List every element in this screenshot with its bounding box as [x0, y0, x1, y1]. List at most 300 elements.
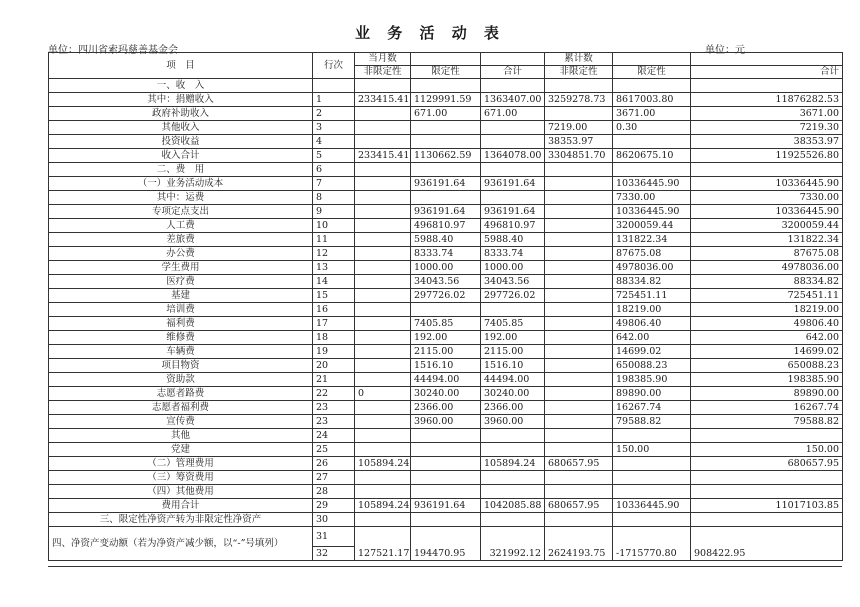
row-value-cell: 3304851.70	[545, 149, 613, 163]
row-item-label: 志愿者福利费	[49, 401, 313, 415]
row-value-cell	[355, 275, 411, 289]
table-row	[49, 205, 843, 219]
row-number: 32	[313, 547, 355, 561]
row-value-cell	[613, 135, 691, 149]
row-value-cell: 936191.64	[481, 205, 545, 219]
row-value-cell	[355, 247, 411, 261]
row-value-cell: 18219.00	[691, 303, 843, 317]
row-value-cell: 936191.64	[481, 177, 545, 191]
row-number: 25	[313, 443, 355, 457]
row-item-label: 车辆费	[49, 345, 313, 359]
table-row	[49, 93, 843, 107]
header-current-month: 当月数	[355, 53, 411, 66]
row-value-cell	[545, 373, 613, 387]
row-value-cell	[411, 135, 481, 149]
row-value-cell: 7219.30	[691, 121, 843, 135]
row-value-cell: 192.00	[481, 331, 545, 345]
row-value-cell: 16267.74	[691, 401, 843, 415]
row-value-cell: 14699.02	[691, 345, 843, 359]
row-value-cell: 16267.74	[613, 401, 691, 415]
row-value-cell: 1364078.00	[481, 149, 545, 163]
row-value-cell	[355, 471, 411, 485]
row-value-cell: 5988.40	[411, 233, 481, 247]
row-value-cell	[411, 163, 481, 177]
row-value-cell	[691, 485, 843, 499]
row-value-cell: 38353.97	[545, 135, 613, 149]
row-value-cell: 496810.97	[411, 219, 481, 233]
row-value-cell	[355, 401, 411, 415]
row-number: 30	[313, 513, 355, 527]
row-number: 13	[313, 261, 355, 275]
row-value-cell: 936191.64	[411, 177, 481, 191]
table-row	[49, 345, 843, 359]
row-item-label: 费用合计	[49, 499, 313, 513]
row-value-cell	[355, 107, 411, 121]
currency-unit: 单位：元	[705, 45, 745, 56]
table-row	[49, 443, 843, 457]
row-value-cell	[481, 79, 545, 93]
row-value-cell: 105894.24	[481, 457, 545, 471]
row-item-label: 其他收入	[49, 121, 313, 135]
row-value-cell: 680657.95	[545, 457, 613, 471]
row-number: 23	[313, 401, 355, 415]
row-value-cell	[355, 317, 411, 331]
row-value-cell: 680657.95	[691, 457, 843, 471]
row-number: 3	[313, 121, 355, 135]
header-cum-restricted: 限定性	[613, 66, 691, 79]
table-row	[49, 191, 843, 205]
row-item-label: （一）业务活动成本	[49, 177, 313, 191]
row-number: 11	[313, 233, 355, 247]
row-number: 24	[313, 429, 355, 443]
row-value-cell: 3200059.44	[613, 219, 691, 233]
header-cum-non-restricted: 非限定性	[545, 66, 613, 79]
row-value-cell	[481, 121, 545, 135]
row-value-cell: 88334.82	[613, 275, 691, 289]
table-row	[49, 485, 843, 499]
row-number: 28	[313, 485, 355, 499]
row-value-cell	[411, 443, 481, 457]
table-row	[49, 79, 843, 93]
row-value-cell: 908422.95	[691, 527, 843, 561]
row-value-cell	[545, 513, 613, 527]
table-row	[49, 135, 843, 149]
row-value-cell	[355, 415, 411, 429]
row-value-cell	[545, 415, 613, 429]
row-number: 16	[313, 303, 355, 317]
row-value-cell	[691, 429, 843, 443]
row-value-cell	[411, 429, 481, 443]
row-number: 20	[313, 359, 355, 373]
row-value-cell	[355, 191, 411, 205]
row-value-cell: 642.00	[613, 331, 691, 345]
row-value-cell: 1363407.00	[481, 93, 545, 107]
row-value-cell	[545, 205, 613, 219]
row-number: 12	[313, 247, 355, 261]
row-value-cell	[355, 121, 411, 135]
row-value-cell: 2115.00	[481, 345, 545, 359]
report-title: 业 务 活 动 表	[355, 24, 505, 42]
row-value-cell	[481, 471, 545, 485]
row-value-cell: 198385.90	[691, 373, 843, 387]
row-value-cell	[355, 219, 411, 233]
row-value-cell	[691, 163, 843, 177]
row-value-cell	[545, 429, 613, 443]
header-row-no: 行次	[313, 53, 355, 79]
row-value-cell	[411, 457, 481, 471]
row-value-cell	[411, 513, 481, 527]
row-item-label: 学生费用	[49, 261, 313, 275]
row-value-cell: -1715770.80	[613, 527, 691, 561]
row-value-cell	[481, 191, 545, 205]
header-item: 项 目	[49, 53, 313, 79]
row-item-label: 办公费	[49, 247, 313, 261]
row-item-label: 政府补助收入	[49, 107, 313, 121]
header-cumulative: 累计数	[545, 53, 613, 66]
row-value-cell: 0.30	[613, 121, 691, 135]
table-row	[49, 499, 843, 513]
row-number	[313, 79, 355, 93]
row-value-cell	[355, 359, 411, 373]
row-item-label: 基建	[49, 289, 313, 303]
row-value-cell	[545, 359, 613, 373]
row-value-cell: 89890.00	[691, 387, 843, 401]
row-value-cell	[545, 401, 613, 415]
row-value-cell	[545, 443, 613, 457]
row-value-cell	[355, 79, 411, 93]
row-value-cell	[613, 79, 691, 93]
row-value-cell: 7219.00	[545, 121, 613, 135]
row-value-cell	[691, 471, 843, 485]
row-value-cell: 192.00	[411, 331, 481, 345]
row-item-label: 其他	[49, 429, 313, 443]
row-value-cell	[613, 513, 691, 527]
row-value-cell: 2624193.75	[545, 527, 613, 561]
row-value-cell	[545, 485, 613, 499]
row-value-cell	[481, 163, 545, 177]
row-value-cell	[411, 121, 481, 135]
row-value-cell: 650088.23	[691, 359, 843, 373]
row-value-cell	[545, 177, 613, 191]
row-value-cell	[545, 233, 613, 247]
table-row	[49, 359, 843, 373]
row-value-cell	[481, 485, 545, 499]
row-value-cell	[613, 457, 691, 471]
row-value-cell	[613, 485, 691, 499]
row-value-cell: 1000.00	[481, 261, 545, 275]
row-value-cell: 0	[355, 387, 411, 401]
row-value-cell: 10336445.90	[613, 499, 691, 513]
row-value-cell: 7330.00	[613, 191, 691, 205]
table-row-net-change-a	[49, 527, 843, 547]
row-value-cell	[613, 471, 691, 485]
table-row	[49, 429, 843, 443]
row-number: 31	[313, 527, 355, 547]
row-number: 1	[313, 93, 355, 107]
row-value-cell: 8620675.10	[613, 149, 691, 163]
row-value-cell: 11017103.85	[691, 499, 843, 513]
row-value-cell: 150.00	[613, 443, 691, 457]
header-month-non-restricted: 非限定性	[355, 66, 411, 79]
row-value-cell: 10336445.90	[691, 177, 843, 191]
row-value-cell: 131822.34	[691, 233, 843, 247]
row-value-cell: 8333.74	[481, 247, 545, 261]
table-row	[49, 513, 843, 527]
row-item-label: 党建	[49, 443, 313, 457]
row-number: 7	[313, 177, 355, 191]
row-value-cell: 671.00	[411, 107, 481, 121]
row-value-cell	[613, 429, 691, 443]
header-cum-total: 合计	[691, 66, 843, 79]
row-value-cell	[355, 289, 411, 303]
table-row	[49, 275, 843, 289]
row-value-cell	[691, 79, 843, 93]
row-item-label: 四、净资产变动额（若为净资产减少额，以“-”号填列）	[49, 527, 313, 561]
table-row	[49, 415, 843, 429]
row-value-cell	[545, 79, 613, 93]
row-value-cell: 8617003.80	[613, 93, 691, 107]
row-value-cell: 150.00	[691, 443, 843, 457]
row-value-cell: 11876282.53	[691, 93, 843, 107]
row-item-label: 一、收 入	[49, 79, 313, 93]
row-value-cell	[545, 247, 613, 261]
row-value-cell: 3960.00	[481, 415, 545, 429]
table-row	[49, 121, 843, 135]
row-value-cell: 3671.00	[691, 107, 843, 121]
row-number: 6	[313, 163, 355, 177]
row-value-cell: 1516.10	[411, 359, 481, 373]
row-value-cell	[545, 163, 613, 177]
row-value-cell	[545, 191, 613, 205]
row-value-cell: 233415.41	[355, 93, 411, 107]
row-value-cell: 4978036.00	[691, 261, 843, 275]
row-item-label: 其中：运费	[49, 191, 313, 205]
row-value-cell: 3200059.44	[691, 219, 843, 233]
row-value-cell: 88334.82	[691, 275, 843, 289]
row-item-label: （四）其他费用	[49, 485, 313, 499]
row-value-cell	[411, 485, 481, 499]
row-value-cell: 680657.95	[545, 499, 613, 513]
row-value-cell	[545, 317, 613, 331]
row-number: 23	[313, 415, 355, 429]
row-value-cell: 11925526.80	[691, 149, 843, 163]
row-value-cell: 49806.40	[691, 317, 843, 331]
row-value-cell: 131822.34	[613, 233, 691, 247]
header-blank	[691, 53, 843, 66]
row-number: 15	[313, 289, 355, 303]
row-value-cell	[355, 177, 411, 191]
row-item-label: 医疗费	[49, 275, 313, 289]
table-row	[49, 331, 843, 345]
header-blank	[481, 53, 545, 66]
row-number: 14	[313, 275, 355, 289]
row-item-label: 差旅费	[49, 233, 313, 247]
row-value-cell: 87675.08	[613, 247, 691, 261]
row-value-cell	[355, 233, 411, 247]
row-number: 17	[313, 317, 355, 331]
row-number: 2	[313, 107, 355, 121]
row-value-cell	[355, 331, 411, 345]
row-value-cell: 2366.00	[411, 401, 481, 415]
row-value-cell: 1130662.59	[411, 149, 481, 163]
header-month-restricted: 限定性	[411, 66, 481, 79]
row-number: 10	[313, 219, 355, 233]
row-value-cell: 105894.24	[355, 457, 411, 471]
row-value-cell: 2115.00	[411, 345, 481, 359]
row-value-cell: 49806.40	[613, 317, 691, 331]
row-value-cell	[691, 513, 843, 527]
table-row	[49, 247, 843, 261]
row-value-cell	[355, 513, 411, 527]
row-value-cell: 44494.00	[481, 373, 545, 387]
row-item-label: 维修费	[49, 331, 313, 345]
row-number: 8	[313, 191, 355, 205]
row-value-cell	[545, 331, 613, 345]
table-row	[49, 471, 843, 485]
row-value-cell	[355, 135, 411, 149]
row-item-label: 专项定点支出	[49, 205, 313, 219]
row-value-cell: 1516.10	[481, 359, 545, 373]
row-value-cell: 5988.40	[481, 233, 545, 247]
row-value-cell: 127521.17	[355, 527, 411, 561]
row-item-label: 收入合计	[49, 149, 313, 163]
row-value-cell	[481, 303, 545, 317]
row-value-cell	[355, 443, 411, 457]
row-value-cell: 10336445.90	[613, 177, 691, 191]
row-number: 18	[313, 331, 355, 345]
header-blank	[613, 53, 691, 66]
activity-table	[48, 52, 843, 561]
row-value-cell: 2366.00	[481, 401, 545, 415]
row-value-cell: 936191.64	[411, 499, 481, 513]
row-number: 5	[313, 149, 355, 163]
row-value-cell: 30240.00	[481, 387, 545, 401]
row-item-label: 三、限定性净资产转为非限定性净资产	[49, 513, 313, 527]
row-value-cell: 496810.97	[481, 219, 545, 233]
row-value-cell	[545, 289, 613, 303]
row-value-cell	[411, 79, 481, 93]
header-row-1	[49, 53, 843, 66]
table-row	[49, 387, 843, 401]
row-value-cell	[411, 191, 481, 205]
row-item-label: （三）筹资费用	[49, 471, 313, 485]
row-value-cell	[411, 303, 481, 317]
table-row	[49, 233, 843, 247]
row-value-cell: 8333.74	[411, 247, 481, 261]
row-number: 29	[313, 499, 355, 513]
row-value-cell: 79588.82	[613, 415, 691, 429]
row-value-cell	[411, 471, 481, 485]
row-item-label: 人工费	[49, 219, 313, 233]
row-value-cell: 3960.00	[411, 415, 481, 429]
row-value-cell	[355, 163, 411, 177]
row-item-label: 资助款	[49, 373, 313, 387]
bottom-rule	[48, 566, 842, 567]
row-number: 26	[313, 457, 355, 471]
row-number: 9	[313, 205, 355, 219]
row-value-cell	[481, 135, 545, 149]
row-value-cell: 89890.00	[613, 387, 691, 401]
row-value-cell	[355, 261, 411, 275]
row-value-cell: 1129991.59	[411, 93, 481, 107]
row-value-cell	[545, 219, 613, 233]
header-month-total: 合计	[481, 66, 545, 79]
row-item-label: 二、费 用	[49, 163, 313, 177]
row-value-cell: 34043.56	[411, 275, 481, 289]
row-value-cell: 7405.85	[481, 317, 545, 331]
row-value-cell: 642.00	[691, 331, 843, 345]
row-value-cell: 725451.11	[691, 289, 843, 303]
row-value-cell	[355, 373, 411, 387]
table-row	[49, 457, 843, 471]
row-value-cell	[545, 345, 613, 359]
row-value-cell: 1000.00	[411, 261, 481, 275]
row-number: 22	[313, 387, 355, 401]
row-value-cell: 4978036.00	[613, 261, 691, 275]
row-value-cell: 3259278.73	[545, 93, 613, 107]
row-item-label: 投资收益	[49, 135, 313, 149]
row-value-cell	[355, 345, 411, 359]
row-value-cell	[355, 205, 411, 219]
row-value-cell: 1042085.88	[481, 499, 545, 513]
row-value-cell	[355, 303, 411, 317]
row-number: 27	[313, 471, 355, 485]
row-value-cell	[481, 443, 545, 457]
row-value-cell: 18219.00	[613, 303, 691, 317]
row-value-cell: 10336445.90	[613, 205, 691, 219]
header-blank	[411, 53, 481, 66]
row-value-cell: 198385.90	[613, 373, 691, 387]
row-value-cell: 297726.02	[411, 289, 481, 303]
row-value-cell	[545, 387, 613, 401]
row-value-cell: 105894.24	[355, 499, 411, 513]
row-number: 4	[313, 135, 355, 149]
row-value-cell	[545, 275, 613, 289]
table-row	[49, 177, 843, 191]
row-value-cell	[545, 303, 613, 317]
row-value-cell: 233415.41	[355, 149, 411, 163]
row-value-cell: 936191.64	[411, 205, 481, 219]
row-value-cell: 7405.85	[411, 317, 481, 331]
row-number: 21	[313, 373, 355, 387]
row-item-label: 宣传费	[49, 415, 313, 429]
row-item-label: 福利费	[49, 317, 313, 331]
row-number: 19	[313, 345, 355, 359]
table-body	[49, 53, 843, 561]
row-value-cell: 38353.97	[691, 135, 843, 149]
row-value-cell	[355, 429, 411, 443]
row-value-cell: 87675.08	[691, 247, 843, 261]
table-row	[49, 373, 843, 387]
row-item-label: 其中：捐赠收入	[49, 93, 313, 107]
row-value-cell	[481, 429, 545, 443]
table-row	[49, 149, 843, 163]
row-value-cell: 79588.82	[691, 415, 843, 429]
row-value-cell: 44494.00	[411, 373, 481, 387]
row-value-cell: 297726.02	[481, 289, 545, 303]
row-item-label: 培训费	[49, 303, 313, 317]
table-row	[49, 107, 843, 121]
row-item-label: 项目物资	[49, 359, 313, 373]
table-row	[49, 289, 843, 303]
row-item-label: 志愿者路费	[49, 387, 313, 401]
row-value-cell: 194470.95	[411, 527, 481, 561]
row-value-cell: 725451.11	[613, 289, 691, 303]
row-value-cell	[613, 163, 691, 177]
row-value-cell: 10336445.90	[691, 205, 843, 219]
table-row	[49, 303, 843, 317]
row-value-cell: 321992.12	[481, 527, 545, 561]
